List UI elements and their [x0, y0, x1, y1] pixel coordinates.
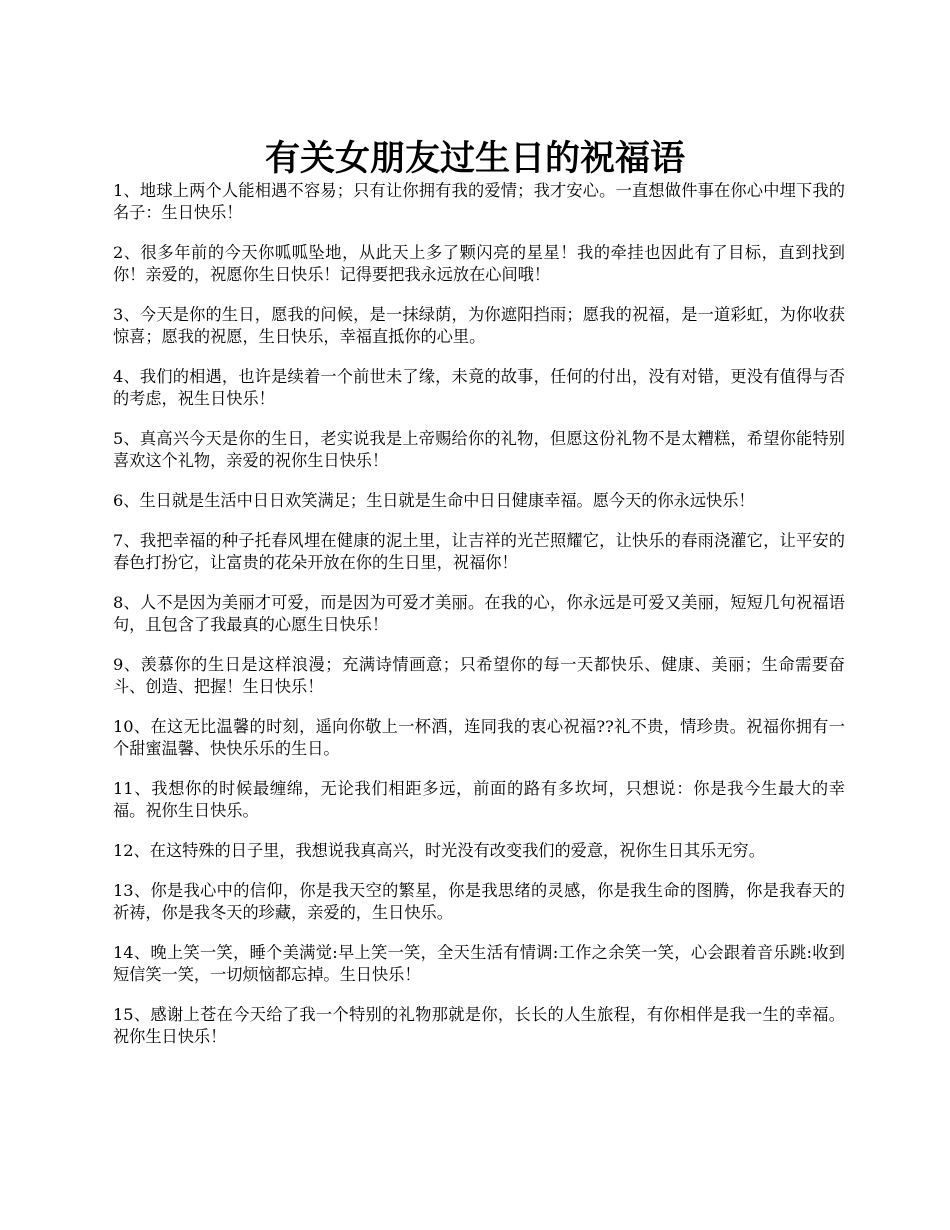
list-item: 7、我把幸福的种子托春风埋在健康的泥土里，让吉祥的光芒照耀它，让快乐的春雨浇灌它，让平安的春色打扮它，让富贵的花朵开放在你的生日里，祝福你！	[113, 531, 845, 572]
wish-list	[113, 180, 845, 1066]
list-item: 4、我们的相遇，也许是续着一个前世未了缘，未竟的故事，任何的付出，没有对错，更没有值得与否的考虑，祝生日快乐！	[113, 367, 845, 408]
list-item: 12、在这特殊的日子里，我想说我真高兴，时光没有改变我们的爱意，祝你生日其乐无穷。	[113, 841, 765, 860]
list-item: 13、你是我心中的信仰，你是我天空的繁星，你是我思绪的灵感，你是我生命的图腾，你是我春天的祈祷，你是我冬天的珍藏，亲爱的，生日快乐。	[113, 881, 845, 922]
page-title: 有关女朋友过生日的祝福语	[264, 138, 685, 180]
list-item: 1、地球上两个人能相遇不容易；只有让你拥有我的爱情；我才安心。一直想做件事在你心中埋下我的名子：生日快乐！	[113, 181, 845, 222]
list-item: 3、今天是你的生日，愿我的问候，是一抹绿荫，为你遮阳挡雨；愿我的祝福，是一道彩虹，为你收获惊喜；愿我的祝愿，生日快乐，幸福直抵你的心里。	[113, 305, 845, 346]
list-item: 9、羡慕你的生日是这样浪漫；充满诗情画意；只希望你的每一天都快乐、健康、美丽；生命需要奋斗、创造、把握！生日快乐！	[113, 655, 845, 696]
list-item: 5、真高兴今天是你的生日，老实说我是上帝赐给你的礼物，但愿这份礼物不是太糟糕，希望你能特别喜欢这个礼物，亲爱的祝你生日快乐！	[113, 429, 845, 470]
list-item: 10、在这无比温馨的时刻，遥向你敬上一杯酒，连同我的衷心祝福??礼不贵，情珍贵。祝福你拥有一个甜蜜温馨、快快乐乐的生日。	[113, 717, 845, 758]
list-item: 14、晚上笑一笑，睡个美满觉:早上笑一笑，全天生活有情调:工作之余笑一笑，心会跟着音乐跳:收到短信笑一笑，一切烦恼都忘掉。生日快乐！	[113, 943, 845, 984]
list-item: 8、人不是因为美丽才可爱，而是因为可爱才美丽。在我的心，你永远是可爱又美丽，短短几句祝福语句，且包含了我最真的心愿生日快乐！	[113, 593, 845, 634]
list-item: 2、很多年前的今天你呱呱坠地，从此天上多了颗闪亮的星星！我的牵挂也因此有了目标，直到找到你！亲爱的，祝愿你生日快乐！记得要把我永远放在心间哦！	[113, 243, 845, 284]
list-item: 15、感谢上苍在今天给了我一个特别的礼物那就是你，长长的人生旅程，有你相伴是我一生的幸福。祝你生日快乐！	[113, 1005, 845, 1046]
list-item: 11、我想你的时候最缠绵，无论我们相距多远，前面的路有多坎坷，只想说：你是我今生最大的幸福。祝你生日快乐。	[113, 779, 845, 820]
list-item: 6、生日就是生活中日日欢笑满足；生日就是生命中日日健康幸福。愿今天的你永远快乐！	[113, 491, 755, 510]
